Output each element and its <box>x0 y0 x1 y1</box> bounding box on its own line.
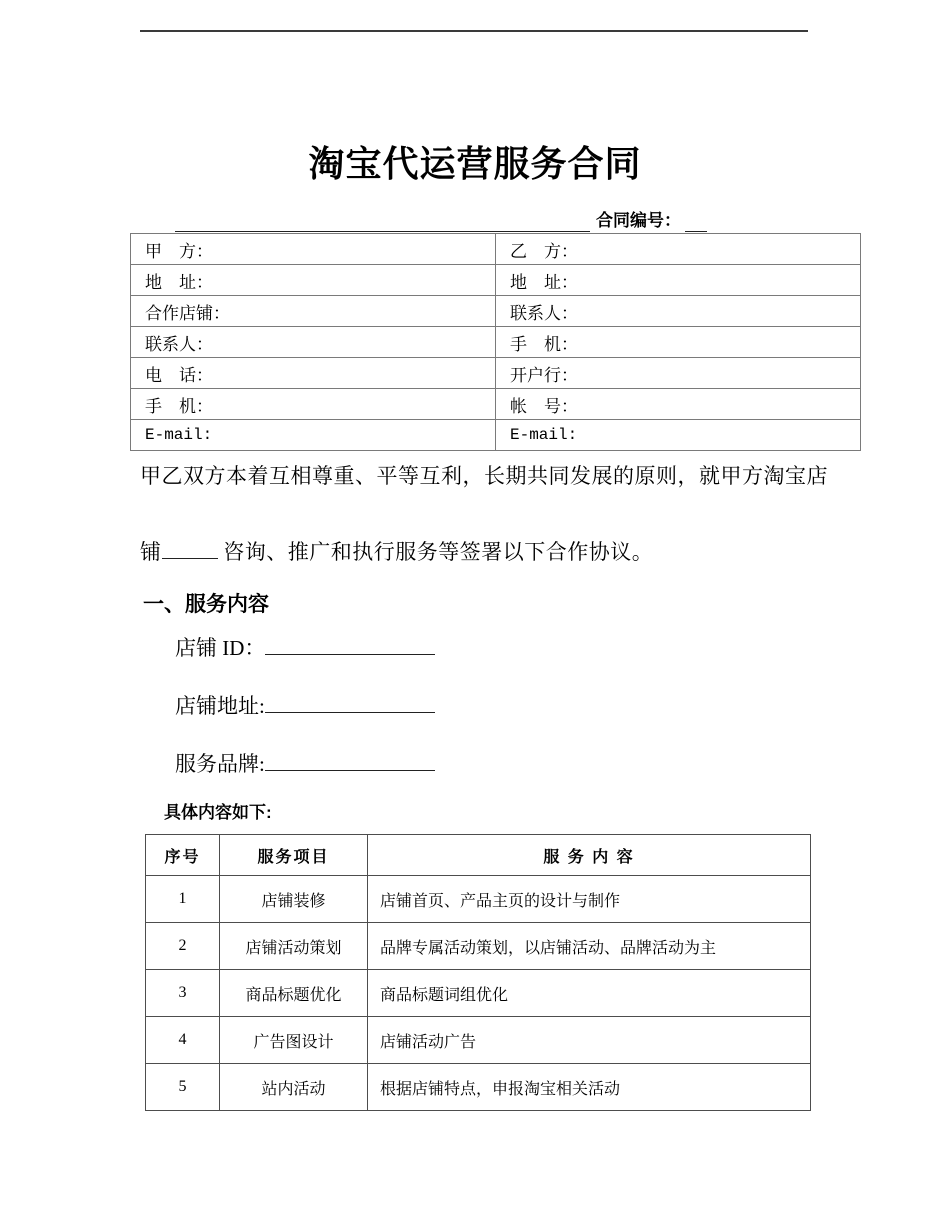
service-content: 店铺活动广告 <box>368 1017 811 1064</box>
row-no: 1 <box>146 876 220 923</box>
party-b-email-label: E-mail: <box>496 420 861 451</box>
info-row <box>131 234 861 265</box>
service-item: 店铺装修 <box>220 876 368 923</box>
service-item: 广告图设计 <box>220 1017 368 1064</box>
service-item: 商品标题优化 <box>220 970 368 1017</box>
party-a-contact-label: 联系人： <box>131 327 496 358</box>
row-no: 5 <box>146 1064 220 1111</box>
contract-number-blank <box>175 205 590 232</box>
service-brand-label: 服务品牌: <box>175 752 265 777</box>
intro-line2-suffix: 咨询、推广和执行服务等签署以下合作协议。 <box>217 540 654 565</box>
party-a-mobile-label: 手 机： <box>131 389 496 420</box>
service-table-row <box>146 970 811 1017</box>
party-b-bank-label: 开户行： <box>496 358 861 389</box>
contract-number-row <box>175 206 707 232</box>
row-no: 2 <box>146 923 220 970</box>
party-b-mobile-label: 手 机： <box>496 327 861 358</box>
service-table-row <box>146 876 811 923</box>
info-row <box>131 296 861 327</box>
shop-name-blank <box>162 536 218 559</box>
details-subheading: 具体内容如下: <box>164 803 272 822</box>
service-content: 品牌专属活动策划，以店铺活动、品牌活动为主 <box>368 923 811 970</box>
party-a-phone-label: 电 话： <box>131 358 496 389</box>
info-row <box>131 358 861 389</box>
contract-number-label: 合同编号： <box>596 211 681 230</box>
info-row <box>131 327 861 358</box>
shop-id-blank <box>265 632 435 655</box>
shop-id-field <box>175 632 435 662</box>
info-row <box>131 389 861 420</box>
service-table-row <box>146 1017 811 1064</box>
cooperation-shop-label: 合作店铺： <box>131 296 496 327</box>
service-content: 根据店铺特点，申报淘宝相关活动 <box>368 1064 811 1111</box>
header-serial-no: 序号 <box>146 835 220 876</box>
party-a-label: 甲 方： <box>131 234 496 265</box>
service-item: 店铺活动策划 <box>220 923 368 970</box>
document-title: 淘宝代运营服务合同 <box>308 143 642 184</box>
party-b-contact-label: 联系人： <box>496 296 861 327</box>
shop-address-field <box>175 690 435 720</box>
intro-line2-prefix: 铺 <box>140 540 162 565</box>
intro-paragraph-line2 <box>140 536 840 566</box>
shop-address-blank <box>265 690 435 713</box>
section-heading-service-content: 一、服务内容 <box>143 593 269 616</box>
top-rule <box>140 30 808 32</box>
party-b-label: 乙 方： <box>496 234 861 265</box>
info-row <box>131 420 861 451</box>
shop-address-label: 店铺地址: <box>175 694 265 719</box>
header-service-content: 服 务 内 容 <box>368 835 811 876</box>
service-table-row <box>146 1064 811 1111</box>
party-a-email-label: E-mail: <box>131 420 496 451</box>
service-brand-field <box>175 748 435 778</box>
service-table-header-row <box>146 835 811 876</box>
party-a-address-label: 地 址： <box>131 265 496 296</box>
party-b-address-label: 地 址： <box>496 265 861 296</box>
service-content: 店铺首页、产品主页的设计与制作 <box>368 876 811 923</box>
header-service-item: 服务项目 <box>220 835 368 876</box>
service-table-row <box>146 923 811 970</box>
service-content: 商品标题词组优化 <box>368 970 811 1017</box>
service-item: 站内活动 <box>220 1064 368 1111</box>
shop-id-label: 店铺 ID： <box>175 636 266 661</box>
intro-paragraph-line1: 甲乙双方本着互相尊重、平等互利，长期共同发展的原则，就甲方淘宝店 <box>140 464 828 488</box>
row-no: 4 <box>146 1017 220 1064</box>
service-brand-blank <box>265 748 435 771</box>
party-b-account-label: 帐 号： <box>496 389 861 420</box>
service-items-table <box>145 834 811 1111</box>
party-info-table <box>130 233 861 451</box>
row-no: 3 <box>146 970 220 1017</box>
contract-number-fill-blank <box>685 205 707 232</box>
info-row <box>131 265 861 296</box>
